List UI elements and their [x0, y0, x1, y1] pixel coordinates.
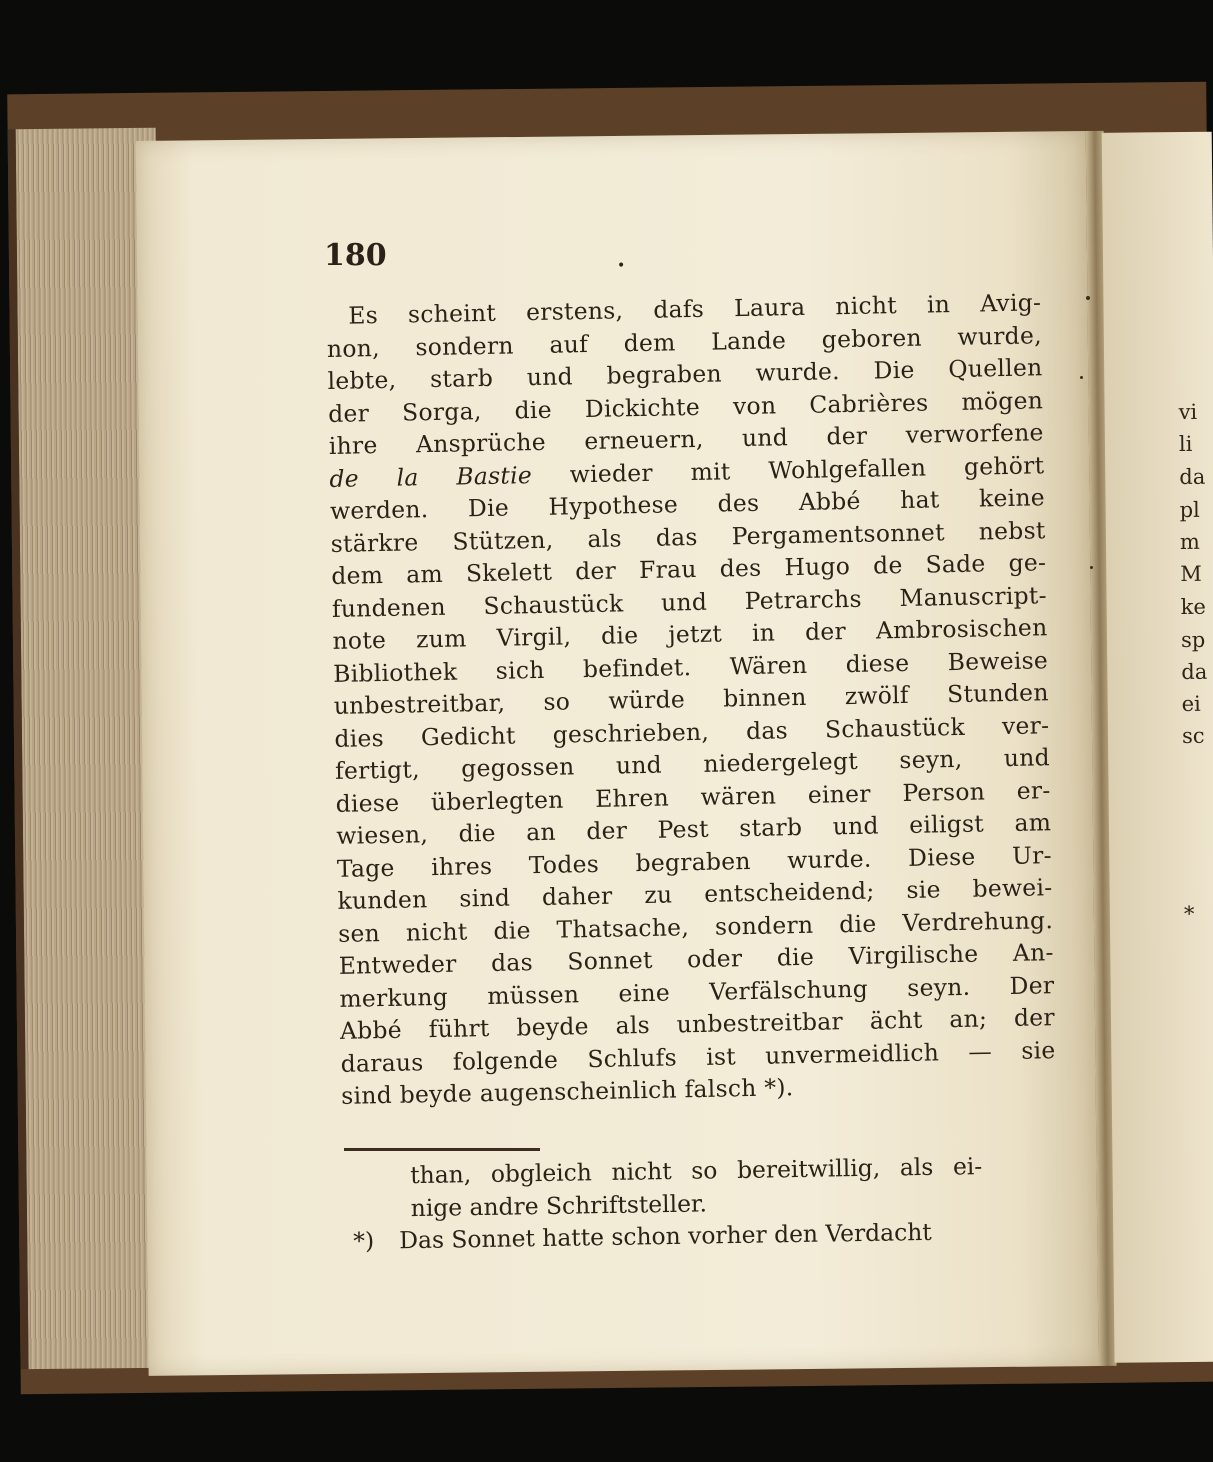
text-line: Abbé führt beyde als unbestreitbar ächt an; der [339, 1003, 1056, 1045]
next-page-fragment: ke [1180, 594, 1206, 620]
text-line: Entweder das Sonnet oder die Virgilische An- [338, 938, 1054, 980]
text-line-rest: wieder mit Wohlgefallen gehört [569, 450, 1045, 488]
text-line: non, sondern auf dem Lande geboren wurde, [326, 320, 1043, 363]
text-line: lebte, starb und begraben wurde. Die Quellen [327, 353, 1043, 395]
text-line: fundenen Schaustück und Petrarchs Manuscript- [331, 580, 1048, 623]
page-number: 180 [324, 238, 387, 273]
text-line: note zum Virgil, die jetzt in der Ambrosischen [332, 613, 1048, 655]
text-line: dem am Skelett der Frau des Hugo de Sade ge- [331, 548, 1047, 590]
next-page-fragment: * [1183, 901, 1195, 927]
text-line: stärkre Stützen, als das Pergamentsonnet nebst [330, 515, 1046, 558]
text-line: sen nicht die Thatsache, sondern die Verdrehung. [337, 905, 1054, 948]
text-line: werden. Die Hypothese des Abbé hat keine [329, 483, 1046, 525]
text-line: der Sorga, die Dickichte von Cabrières mögen [327, 385, 1044, 428]
text-line: daraus folgende Schlufs ist unvermeidlich — sie [340, 1035, 1056, 1078]
right-page-edge [1102, 132, 1213, 1363]
next-page-fragment: M [1180, 561, 1202, 587]
text-line: diese überlegten Ehren wären einer Person er- [335, 775, 1051, 818]
next-page-fragment: sc [1181, 723, 1205, 749]
text-line: wiesen, die an der Pest starb und eiligst am [336, 808, 1052, 850]
text-line: Tage ihres Todes begraben wurde. Diese Ur- [336, 840, 1053, 883]
ink-speck [1086, 296, 1090, 300]
footnotes [352, 1149, 1043, 1257]
next-page-fragment: li [1178, 431, 1193, 457]
footnote-text: Das Sonnet hatte schon vorher den Verdacht [399, 1217, 932, 1255]
text-line: ihre Ansprüche erneuern, und der verworfene [328, 418, 1044, 460]
text-line: sind beyde augenscheinlich falsch *). [341, 1073, 794, 1110]
ornament-dot: • [617, 258, 626, 274]
next-page-fragment: vi [1178, 399, 1198, 425]
next-page-fragment: sp [1180, 627, 1206, 653]
footnote-line: than, obgleich nicht so bereitwillig, als ei- [410, 1152, 983, 1190]
next-page-fragment: da [1181, 659, 1208, 685]
next-page-fragment: pl [1179, 497, 1200, 523]
text-line: Bibliothek sich befindet. Wären diese Beweise [332, 645, 1049, 688]
body-text [326, 286, 1056, 1112]
next-page-fragment: m [1179, 529, 1201, 555]
text-line: unbestreitbar, so würde binnen zwölf Stunden [333, 678, 1049, 720]
ink-speck [1090, 566, 1093, 569]
footnote-rule [344, 1148, 540, 1151]
text-line: dies Gedicht geschrieben, das Schaustück ver- [334, 710, 1050, 753]
ink-speck [1080, 376, 1083, 379]
text-line: kunden sind daher zu entscheidend; sie bewei- [337, 873, 1053, 915]
text-line: fertigt, gegossen und niedergelegt seyn, und [334, 743, 1051, 785]
next-page-fragment: da [1179, 464, 1206, 490]
text-line: Es scheint erstens, dafs Laura nicht in Avig- [348, 288, 1042, 330]
italic-name: de la Bastie [329, 460, 533, 493]
footnote-line: nige andre Schriftsteller. [410, 1188, 708, 1222]
next-page-fragment: ei [1181, 691, 1201, 717]
footnote-marker: *) [353, 1226, 375, 1255]
text-line: merkung müssen eine Verfälschung seyn. Der [339, 970, 1055, 1013]
